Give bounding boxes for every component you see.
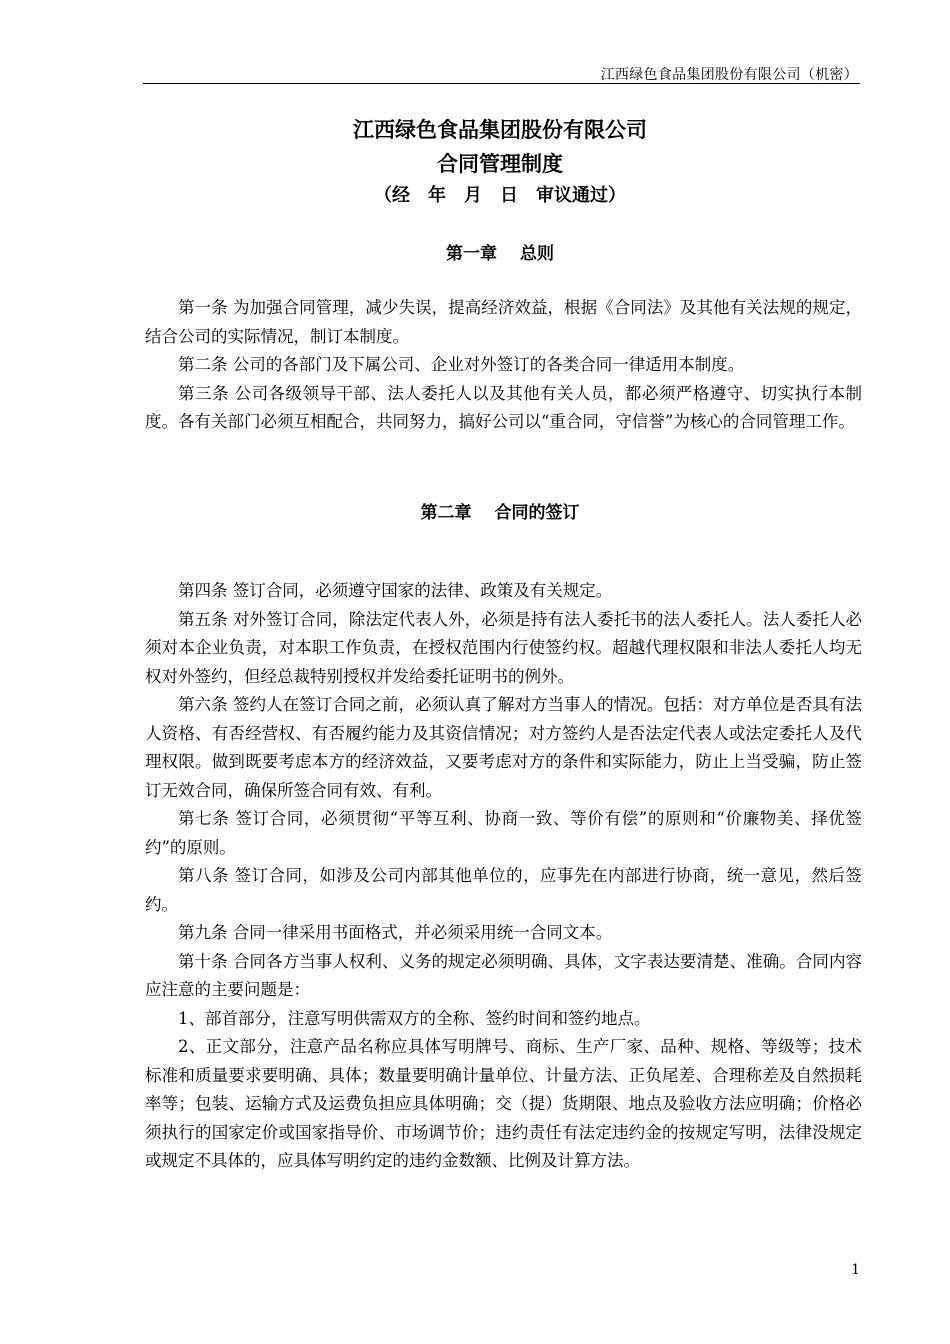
chapter-1-heading: 第一章 总则 — [446, 244, 554, 264]
chapter-2-heading: 第二章 合同的签订 — [420, 503, 580, 523]
article-4: 第四条 签订合同，必须遵守国家的法律、政策及有关规定。 — [178, 581, 613, 600]
document-title: 合同管理制度 — [437, 151, 563, 176]
article-6: 第六条 签约人在签订合同之前，必须认真了解对方当事人的情况。包括：对方单位是否具有法人资格、有否经营权、有否履约能力及其资信情况；对方签约人是否法定代表人或法定委托人及代理权限。做到既要考虑本方的经济效益，又要考虑对方的条件和实际能力，防止上当受骗，防止签订无效合同，确保所签合同有效、有利。 — [145, 695, 862, 800]
article-10: 第十条 合同各方当事人权利、义务的规定必须明确、具体，文字表达要清楚、准确。合同内容应注意的主要问题是： — [145, 951, 862, 999]
article-8: 第八条 签订合同，如涉及公司内部其他单位的，应事先在内部进行协商，统一意见，然后签约。 — [145, 866, 862, 914]
chapter-1-body — [145, 294, 862, 437]
approval-note: （经 年 月 日 审议通过） — [374, 185, 626, 206]
chapter-2-body — [145, 577, 862, 1176]
article-1: 第一条 为加强合同管理，减少失误，提高经济效益，根据《合同法》及其他有关法规的规定，结合公司的实际情况，制订本制度。 — [145, 298, 862, 346]
header-company-confidential: 江西绿色食品集团股份有限公司（机密） — [600, 67, 858, 83]
page-number: 1 — [851, 1262, 860, 1278]
article-5: 第五条 对外签订合同，除法定代表人外，必须是持有法人委托书的法人委托人。法人委托人必须对本企业负责，对本职工作负责，在授权范围内行使签约权。超越代理权限和非法人委托人均无权对外签约，但经总裁特别授权并发给委托证明书的例外。 — [145, 609, 862, 686]
article-7: 第七条 签订合同，必须贯彻“平等互利、协商一致、等价有偿”的原则和“价廉物美、择优签约”的原则。 — [145, 809, 862, 857]
article-2: 第二条 公司的各部门及下属公司、企业对外签订的各类合同一律适用本制度。 — [178, 355, 745, 374]
article-9: 第九条 合同一律采用书面格式，并必须采用统一合同文本。 — [178, 923, 613, 942]
document-company-title: 江西绿色食品集团股份有限公司 — [353, 117, 647, 142]
article-3: 第三条 公司各级领导干部、法人委托人以及其他有关人员，都必须严格遵守、切实执行本制度。各有关部门必须互相配合，共同努力，搞好公司以“重合同，守信誉”为核心的合同管理工作。 — [145, 383, 862, 431]
article-10-item-2: 2、正文部分，注意产品名称应具体写明牌号、商标、生产厂家、品种、规格、等级等；技术标准和质量要求要明确、具体；数量要明确计量单位、计量方法、正负尾差、合理称差及自然损耗率等；包装、运输方式及运费负担应具体明确；交（提）货期限、地点及验收方法应明确；价格必须执行的国家定价或国家指导价、市场调节价；违约责任有法定违约金的按规定写明，法律没规定或规定不具体的，应具体写明约定的违约金数额、比例及计算方法。 — [145, 1037, 862, 1170]
header-rule — [143, 83, 860, 84]
article-10-item-1: 1、部首部分，注意写明供需双方的全称、签约时间和签约地点。 — [178, 1008, 651, 1028]
